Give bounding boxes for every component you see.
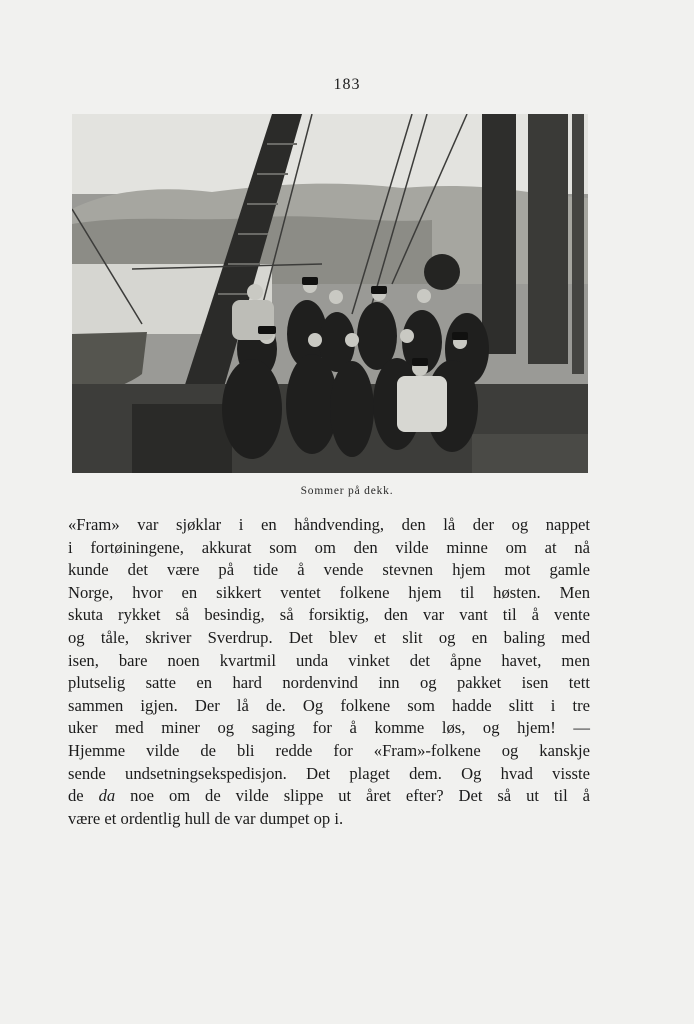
- text-line: «Fram» var sjøklar i en håndvending, den lå der og nappet: [68, 515, 590, 534]
- text-line: skuta rykket så besindig, så forsiktig, den var vant til å vente: [68, 605, 590, 625]
- body-paragraph: [68, 514, 590, 830]
- photo-caption: Sommer på dekk.: [300, 485, 394, 497]
- photograph-crew-on-deck: [72, 114, 588, 473]
- text-fragment: de: [68, 786, 99, 806]
- italic-word: da: [98, 786, 116, 806]
- text-line: uker med miner og saging for å komme løs, og hjem! —: [68, 718, 590, 738]
- text-line: isen, bare noen kvartmil unda vinket det åpne havet, men: [68, 650, 590, 670]
- text-line: kunde det være på tide å vende stevnen hjem mot gamle: [68, 560, 590, 580]
- text-line: Hjemme vilde de bli redde for «Fram»-folkene og kanskje: [68, 740, 590, 760]
- page-number: 183: [333, 76, 361, 93]
- text-line: sende undsetningsekspedisjon. Det plaget dem. Og hvad visste: [68, 763, 590, 783]
- text-line: Norge, hvor en sikkert ventet folkene hjem til høsten. Men: [68, 582, 590, 602]
- text-line: sammen igjen. Der lå de. Og folkene som hadde slitt i tre: [68, 695, 590, 715]
- text-line: plutselig satte en hard nordenvind inn og pakket isen tett: [68, 673, 590, 693]
- text-line: [68, 785, 590, 808]
- text-line: og tåle, skriver Sverdrup. Det blev et slit og en baling med: [68, 627, 590, 647]
- text-line: være et ordentlig hull de var dumpet op i.: [68, 808, 344, 828]
- text-line: i fortøiningene, akkurat som om den vilde minne om at nå: [68, 537, 590, 557]
- text-fragment: noe om de vilde slippe ut året efter? Det så ut til å: [115, 786, 590, 806]
- photograph: [72, 114, 588, 473]
